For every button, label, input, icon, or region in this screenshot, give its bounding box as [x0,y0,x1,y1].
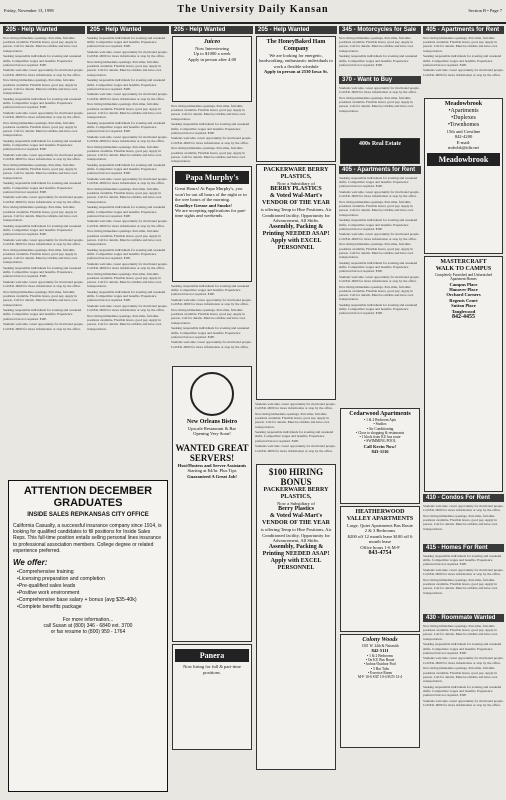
graduates-contact: For more information... call Susan at (800) 346 - 6840 ext. 3700 or fax resume to (800) 959 - 1764 [43,617,133,636]
graduates-subtitle: INSIDE SALES REP/KANSAS CITY OFFICE [27,512,149,518]
graduates-benefits: •Comprehensive training •Licensing preparation and completion •Pre-qualified sales leads •Positive work environment •Comprehensive base salary + bonus (avg $35-40k) •Complete benefits package [17,569,137,611]
section-heading: 370 - Want to Buy [339,76,421,84]
section-heading: 405 - Apartments for Rent [339,166,421,174]
section-heading: 345 - Motorcycles for Sale [339,26,421,34]
juiceo-ad: Juiceo Now Interviewing Up to $1000 a week Apply in person after 4:00 [172,36,252,102]
section-page: Section B • Page 7 [468,8,502,13]
column-1 [3,26,85,476]
graduates-title: ATTENTION DECEMBER GRADUATES [23,485,153,509]
column-6: 405 - Apartments for Rent Now hiring immediate openings. Part-time, full-time positions available. Flexible hours, good pay. Apply in person. Call for details. Must be reliable and have own transportation. Seeking responsible individuals for evening and weekend shifts. Competitive wages and benefits. Experience preferred but not required. EOE. Students welcome. Great opportunity for motivated people. Call 841-0000 for more information or stop by the office. Meadowbrook •Apartments •Duplexes •Townhomes 15th and Crestline 842-4200 E-mail: mdwbk@idir.net Meadowbrook MASTERCRAFT WALK TO CAMPUS Completely Furnished and Unfurnished Apartment Homes Campus Place Hanover Place Orchard Corners Regents Court Sutton Place Tanglewood 842-4455 410 - Condos For Rent Students welcome. Great opportunity for motivated people. Call 841-0000 for more information or stop by the office. Now hiring immediate openings. Part-time, full-time positions available. Flexible hours, good pay. Apply in person. Call for details. Must be reliable and have own transportation. 415 - Homes For Rent Seeking responsible individuals for evening and weekend shifts. Competitive wages and benefits. Experience preferred but not required. EOE. Students welcome. Great opportunity for motivated people. Call 841-0000 for more information or stop by the office. Now hiring immediate openings. Part-time, full-time positions available. Flexible hours, good pay. Apply in person. Call for details. Must be reliable and have own transportation. 430 - Roommate Wanted Now hiring immediate openings. Part-time, full-time positions available. Flexible hours, good pay. Apply in person. Call for details. Must be reliable and have own transportation. Seeking responsible individuals for evening and weekend shifts. Competitive wages and benefits. Experience preferred but not required. EOE. Students welcome. Great opportunity for motivated people. Call 841-0000 for more information or stop by the office. Now hiring immediate openings. Part-time, full-time positions available. Flexible hours, good pay. Apply in person. Call for details. Must be reliable and have own transportation. Seeking responsible individuals for evening and weekend shifts. Competitive wages and benefits. Experience preferred but not required. EOE. Students welcome. Great opportunity for motivated people. Call 841-0000 for more information or stop by the office. [423,27,504,707]
section-heading: 205 - Help Wanted [171,26,253,34]
colony-woods-ad: Colony Woods 1301 W. 24th & Naismith 842-5111 • 1 & 2 Bedrooms • On KU Bus Route • Indoor/Outdoor Pool • 5 Hot Tubs • Exercise Room M-F 10-6 SAT 10-4 SUN 12-4 [340,634,420,748]
graduates-body: California Casualty, a successful insurance company since 1914, is looking for qualified candidates to fill positions for Inside Sales Reps. This full-time position entails selling personal lines insurance to professional association members. College degree or related experience preferred. [13,523,162,554]
section-heading: 205 - Help Wanted [87,26,169,34]
panera-ad: Panera Now hiring for full & part-time positions. [172,644,252,750]
cedarwood-ad: Cedarwood Apartments • 1 & 2 Bedroom Apts • Studios • Air Conditioning • Close to shopping & restaurants • 1 block from KU bus route • SWIMMING POOL Call Kevin Now! 843-1116 [340,408,420,504]
column-3 [171,26,253,796]
section-heading: 405 - Apartments for Rent [423,26,504,34]
section-heading: 415 - Homes For Rent [423,544,504,552]
packerware-ad: PACKERWARE BERRY PLASTICS, Now a Subsidiary of BERRY PLASTICS & Voted Wal-Mart's VENDOR OF THE YEAR is offering Temp to Hire Positions, Air Conditioned facility, Opportunity for Advancement, All Shifts. Assembly, Packing & Printing NEEDED ASAP! Apply with EXCEL PERSONNEL [256,164,336,400]
mastercraft-ad: MASTERCRAFT WALK TO CAMPUS Completely Furnished and Unfurnished Apartment Homes Campus Place Hanover Place Orchard Corners Regents Court Sutton Place Tanglewood 842-4455 [424,256,503,492]
classified-text: Seeking responsible individuals for evening and weekend shifts. Competitive wages and benefits. Experience preferred but not required. EOE. Students welcome. Great opportunity for motivated people. Call 841-0000 for more information or stop by the office. Now hiring immediate openings. Part-time, full-time positions available. Flexible hours, good pay. Apply in person. Call for details. Must be reliable and have own transportation. Seeking responsible individuals for evening and weekend shifts. Competitive wages and benefits. Experience preferred but not required. EOE. Students welcome. Great opportunity for motivated people. Call 841-0000 for more information or stop by the office. Now hiring immediate openings. Part-time, full-time positions available. Flexible hours, good pay. Apply in person. Call for details. Must be reliable and have own transportation. Seeking responsible individuals for evening and weekend shifts. Competitive wages and benefits. Experience preferred but not required. EOE. Students welcome. Great opportunity for motivated people. Call 841-0000 for more information or stop by the office. Now hiring immediate openings. Part-time, full-time positions available. Flexible hours, good pay. Apply in person. Call for details. Must be reliable and have own transportation. Seeking responsible individuals for evening and weekend shifts. Competitive wages and benefits. Experience preferred but not required. EOE. Students welcome. Great opportunity for motivated people. Call 841-0000 for more information or stop by the office. Now hiring immediate openings. Part-time, full-time positions available. Flexible hours, good pay. Apply in person. Call for details. Must be reliable and have own transportation. Seeking responsible individuals for evening and weekend shifts. Competitive wages and benefits. Experience preferred but not required. EOE. Students welcome. Great opportunity for motivated people. Call 841-0000 for more information or stop by the office. Now hiring immediate openings. Part-time, full-time positions available. Flexible hours, good pay. Apply in person. Call for details. Must be reliable and have own transportation. Seeking responsible individuals for evening and weekend shifts. Competitive wages and benefits. Experience preferred but not required. EOE. Students welcome. Great opportunity for motivated people. Call 841-0000 for more information or stop by the office. Now hiring immediate openings. Part-time, full-time positions available. Flexible hours, good pay. Apply in person. Call for details. Must be reliable and have own transportation. Seeking responsible individuals for evening and weekend shifts. Competitive wages and benefits. Experience preferred but not required. EOE. Students welcome. Great opportunity for motivated people. Call 841-0000 for more information or stop by the office. Now hiring immediate openings. Part-time, full-time positions available. Flexible hours, good pay. Apply in person. Call for details. Must be reliable and have own transportation. [87,36,168,331]
page-title: The University Daily Kansan [177,4,329,15]
issue-date: Friday, November 13, 1998 [4,8,54,13]
graduates-ad [8,480,168,792]
honeybaked-ad: The HoneyBaked Ham Company We are looking for energetic, hardworking, enthusiastic individuals to work a flexible schedule Apply in person at 2530 Iowa St. [256,36,336,162]
bistro-logo-icon [190,372,234,416]
column-2 [87,26,169,476]
classified-text: Now hiring immediate openings. Part-time, full-time positions available. Flexible hours, good pay. Apply in person. Call for details. Must be reliable and have own transportation. Seeking responsible individuals for evening and weekend shifts. Competitive wages and benefits. Experience preferred but not required. EOE. Students welcome. Great opportunity for motivated people. Call 841-0000 for more information or stop by the office. Now hiring immediate openings. Part-time, full-time positions available. Flexible hours, good pay. Apply in person. Call for details. Must be reliable and have own transportation. [171,104,252,163]
graduates-offer: We offer: [13,558,48,568]
classified-text: Students welcome. Great opportunity for motivated people. Call 841-0000 for more information or stop by the office. Now hiring immediate openings. Part-time, full-time positions available. Flexible hours, good pay. Apply in person. Call for details. Must be reliable and have own transportation. Seeking responsible individuals for evening and weekend shifts. Competitive wages and benefits. Experience preferred but not required. EOE. Students welcome. Great opportunity for motivated people. Call 841-0000 for more information or stop by the office. [255,402,336,453]
heatherwood-ad: HEATHERWOOD VALLEY APARTMENTS Large, Quiet Apartments Bus Route 2 & 3 Bedrooms $200 off 12 month lease $100 off 6 month lease Office hours 1-6 M-F 843-4754 [340,506,420,632]
column-4 [255,26,337,796]
column-5: 345 - Motorcycles for Sale Now hiring immediate openings. Part-time, full-time positions available. Flexible hours, good pay. Apply in person. Call for details. Must be reliable and have own transportation. Seeking responsible individuals for evening and weekend shifts. Competitive wages and benefits. Experience preferred but not required. EOE. 370 - Want to Buy Students welcome. Great opportunity for motivated people. Call 841-0000 for more information or stop by the office. Now hiring immediate openings. Part-time, full-time positions available. Flexible hours, good pay. Apply in person. Call for details. Must be reliable and have own transportation. 400s Real Estate 405 - Apartments for Rent Seeking responsible individuals for evening and weekend shifts. Competitive wages and benefits. Experience preferred but not required. EOE. Students welcome. Great opportunity for motivated people. Call 841-0000 for more information or stop by the office. Now hiring immediate openings. Part-time, full-time positions available. Flexible hours, good pay. Apply in person. Call for details. Must be reliable and have own transportation. Seeking responsible individuals for evening and weekend shifts. Competitive wages and benefits. Experience preferred but not required. EOE. Students welcome. Great opportunity for motivated people. Call 841-0000 for more information or stop by the office. Now hiring immediate openings. Part-time, full-time positions available. Flexible hours, good pay. Apply in person. Call for details. Must be reliable and have own transportation. Seeking responsible individuals for evening and weekend shifts. Competitive wages and benefits. Experience preferred but not required. EOE. Students welcome. Great opportunity for motivated people. Call 841-0000 for more information or stop by the office. Now hiring immediate openings. Part-time, full-time positions available. Flexible hours, good pay. Apply in person. Call for details. Must be reliable and have own transportation. Seeking responsible individuals for evening and weekend shifts. Competitive wages and benefits. Experience preferred but not required. EOE. Cedarwood Apartments • 1 & 2 Bedroom Apts • Studios • Air Conditioning • Close to shopping & restaurants • 1 block from KU bus route • SWIMMING POOL Call Kevin Now! 843-1116 HEATHERWOOD VALLEY APARTMENTS Large, Quiet Apartments Bus Route 2 & 3 Bedrooms $200 off 12 month lease $100 off 6 month lease Office hours 1-6 M-F 843-4754 Colony Woods 1301 W. 24th & Naismith 842-5111 • 1 & 2 Bedrooms • On KU Bus Route • Indoor/Outdoor Pool • 5 Hot Tubs • Exercise Room M-F 10-6 SAT 10-4 SUN 12-4 [339,26,421,796]
section-heading: 205 - Help Wanted [3,26,85,34]
hiring-bonus-ad: $100 HIRING BONUS PACKERWARE BERRY PLASTICS, Now a Subsidiary of Berry Plastics & Voted Wal-Mart's VENDOR OF THE YEAR is offering Temp to Hire Positions, Air Conditioned facility, Opportunity for Advancement, All Shifts. Assembly, Packing & Printing NEEDED ASAP! Apply with EXCEL PERSONNEL [256,464,336,770]
section-heading: 410 - Condos For Rent [423,494,504,502]
section-heading: 205 - Help Wanted [255,26,337,34]
real-estate-banner: 400s Real Estate [340,138,420,164]
meadowbrook-ad: Meadowbrook •Apartments •Duplexes •Townhomes 15th and Crestline 842-4200 E-mail: mdwbk@idir.net Meadowbrook [424,98,503,254]
classified-text: Seeking responsible individuals for evening and weekend shifts. Competitive wages and benefits. Experience preferred but not required. EOE. Students welcome. Great opportunity for motivated people. Call 841-0000 for more information or stop by the office. Now hiring immediate openings. Part-time, full-time positions available. Flexible hours, good pay. Apply in person. Call for details. Must be reliable and have own transportation. Seeking responsible individuals for evening and weekend shifts. Competitive wages and benefits. Experience preferred but not required. EOE. Students welcome. Great opportunity for motivated people. Call 841-0000 for more information or stop by the office. [171,284,252,349]
masthead [0,0,506,24]
classified-text: Now hiring immediate openings. Part-time, full-time positions available. Flexible hours, good pay. Apply in person. Call for details. Must be reliable and have own transportation. Seeking responsible individuals for evening and weekend shifts. Competitive wages and benefits. Experience preferred but not required. EOE. Students welcome. Great opportunity for motivated people. Call 841-0000 for more information or stop by the office. Now hiring immediate openings. Part-time, full-time positions available. Flexible hours, good pay. Apply in person. Call for details. Must be reliable and have own transportation. Seeking responsible individuals for evening and weekend shifts. Competitive wages and benefits. Experience preferred but not required. EOE. Students welcome. Great opportunity for motivated people. Call 841-0000 for more information or stop by the office. Now hiring immediate openings. Part-time, full-time positions available. Flexible hours, good pay. Apply in person. Call for details. Must be reliable and have own transportation. Seeking responsible individuals for evening and weekend shifts. Competitive wages and benefits. Experience preferred but not required. EOE. Students welcome. Great opportunity for motivated people. Call 841-0000 for more information or stop by the office. Now hiring immediate openings. Part-time, full-time positions available. Flexible hours, good pay. Apply in person. Call for details. Must be reliable and have own transportation. Seeking responsible individuals for evening and weekend shifts. Competitive wages and benefits. Experience preferred but not required. EOE. Students welcome. Great opportunity for motivated people. Call 841-0000 for more information or stop by the office. Now hiring immediate openings. Part-time, full-time positions available. Flexible hours, good pay. Apply in person. Call for details. Must be reliable and have own transportation. Seeking responsible individuals for evening and weekend shifts. Competitive wages and benefits. Experience preferred but not required. EOE. Students welcome. Great opportunity for motivated people. Call 841-0000 for more information or stop by the office. Now hiring immediate openings. Part-time, full-time positions available. Flexible hours, good pay. Apply in person. Call for details. Must be reliable and have own transportation. Seeking responsible individuals for evening and weekend shifts. Competitive wages and benefits. Experience preferred but not required. EOE. Students welcome. Great opportunity for motivated people. Call 841-0000 for more information or stop by the office. Now hiring immediate openings. Part-time, full-time positions available. Flexible hours, good pay. Apply in person. Call for details. Must be reliable and have own transportation. Seeking responsible individuals for evening and weekend shifts. Competitive wages and benefits. Experience preferred but not required. EOE. Students welcome. Great opportunity for motivated people. Call 841-0000 for more information or stop by the office. [3,36,84,331]
section-heading: 430 - Roommate Wanted [423,614,504,622]
papa-murphys-ad: Papa Murphy's Great Hours! At Papa Murphy's, you won't be out all hours of the night or in the wee hours of the morning. Goodbye Grease and Smoke! We are accepting applications for part-time sights and weekends. [172,166,252,282]
bistro-servers-ad: New Orleans Bistro Upscale Restaurant & Bar Opening Very Soon! WANTED GREAT SERVERS! Host/Hostess and Server Assistants Starting at $4/hr. Plus Tips Guaranteed A Great Job! [172,366,252,642]
